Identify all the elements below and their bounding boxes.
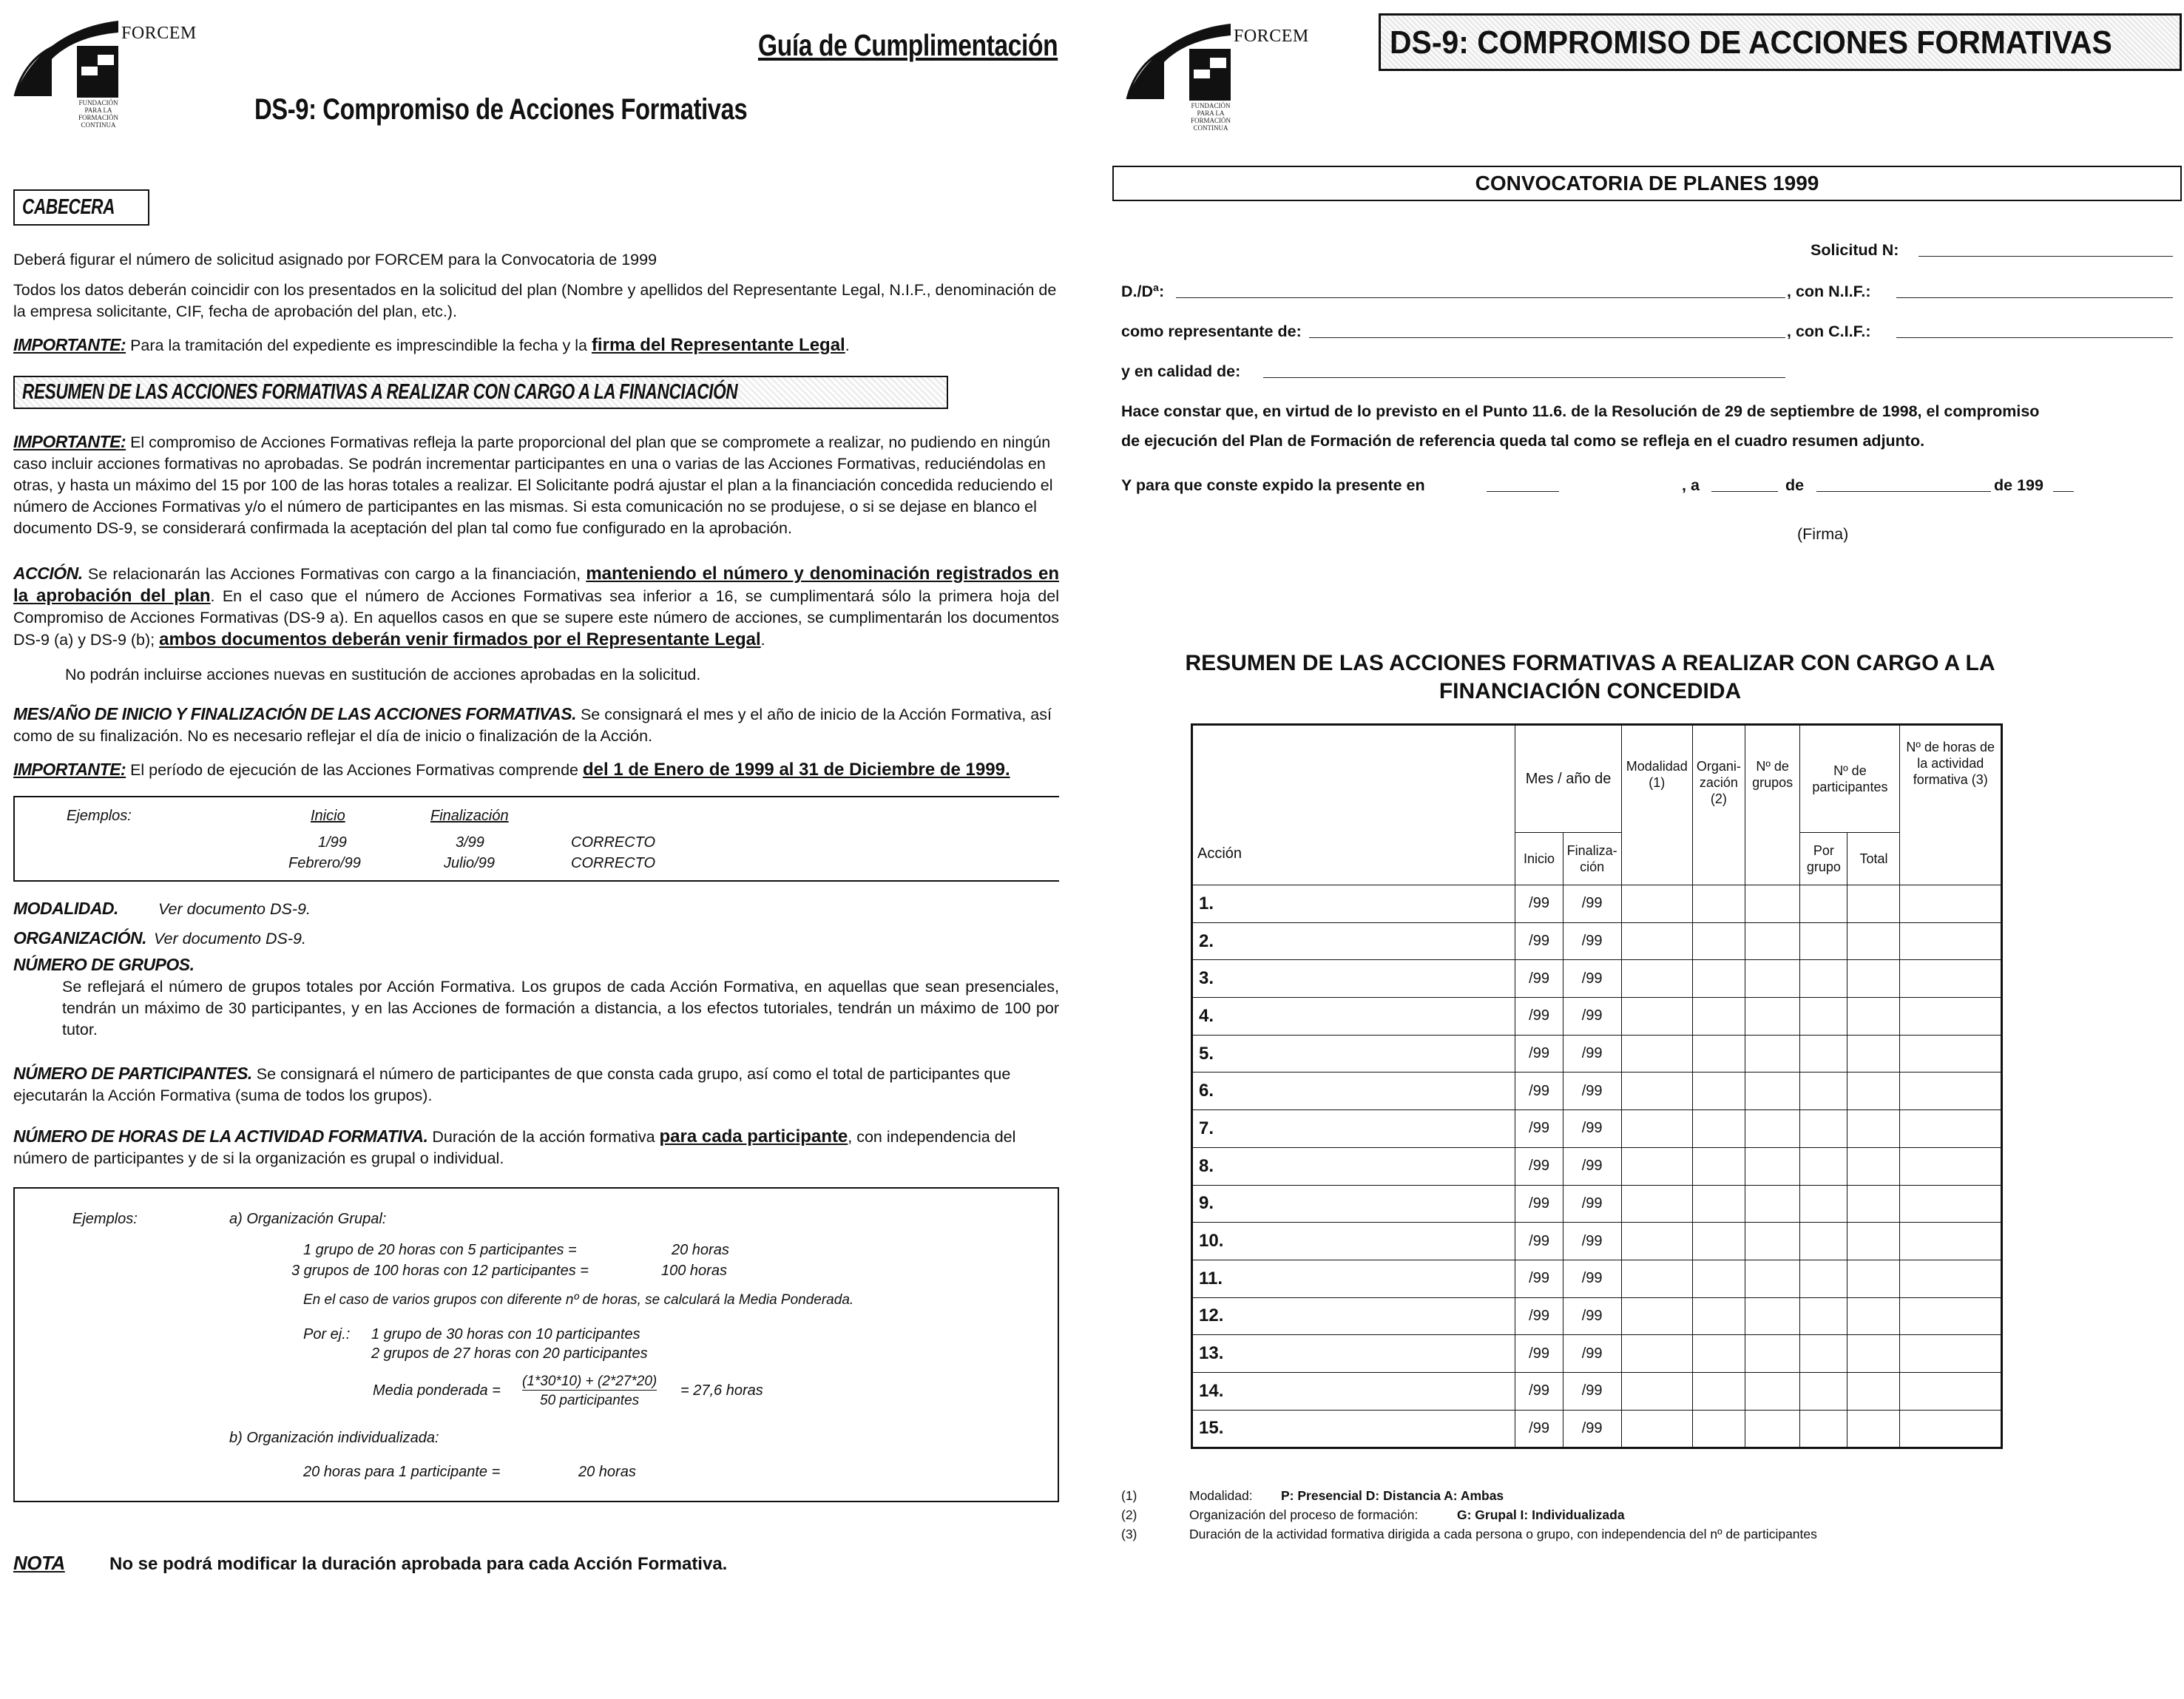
row-number: 7. [1192,1110,1515,1148]
organizacion-cell[interactable] [1692,1297,1745,1335]
por-grupo-cell[interactable] [1800,885,1847,923]
table-row [1192,1147,2002,1185]
empresa-field[interactable] [1309,337,1785,338]
important-end: . [845,337,850,354]
total-cell[interactable] [1847,998,1900,1036]
accion-strong-1: manteniendo el número y denominación registrados en la aprobación del plan [13,564,1059,606]
total-cell[interactable] [1847,1073,1900,1110]
example-b1-value: 20 horas [578,1464,636,1480]
total-cell[interactable] [1847,960,1900,998]
cabecera-important [13,334,1059,357]
finalizacion-cell[interactable]: /99 [1563,885,1621,923]
table-row [1192,998,2002,1036]
example-a2: 3 grupos de 100 horas con 12 participantes = [291,1263,589,1279]
grupos-cell[interactable] [1745,1223,1799,1260]
grupos-cell[interactable] [1745,885,1799,923]
nombre-field[interactable] [1176,297,1785,298]
finalizacion-cell[interactable]: /99 [1563,1372,1621,1410]
table-row [1192,1410,2002,1448]
finalizacion-cell[interactable]: /99 [1563,1410,1621,1448]
footnote-number: (3) [1121,1527,1137,1541]
a-label: , a [1682,476,1700,494]
foundation-text [1170,102,1251,132]
horas-cell[interactable] [1900,1110,2002,1148]
modalidad-cell[interactable] [1621,1035,1692,1073]
por-grupo-cell[interactable] [1800,922,1847,960]
solicitud-label: Solicitud N: [1811,241,1899,259]
finalizacion-cell[interactable]: /99 [1563,1147,1621,1185]
inicio-cell[interactable]: /99 [1515,998,1563,1036]
por-grupo-cell[interactable] [1800,998,1847,1036]
inicio-cell[interactable]: /99 [1515,922,1563,960]
footnote-text: Modalidad: [1189,1488,1253,1503]
header-mes: Mes / año de [1515,725,1621,833]
row-number: 5. [1192,1035,1515,1073]
cif-field[interactable] [1896,337,2173,338]
grupos-cell[interactable] [1745,1073,1799,1110]
organizacion-cell[interactable] [1692,1260,1745,1297]
ejemplos-label: Ejemplos: [72,1211,138,1227]
total-cell[interactable] [1847,1260,1900,1297]
row-number: 15. [1192,1410,1515,1448]
por-grupo-cell[interactable] [1800,1410,1847,1448]
example-fin: Julio/99 [444,855,495,871]
table-row [1192,960,2002,998]
example-fin: 3/99 [456,834,484,851]
organizacion-cell[interactable] [1692,1410,1745,1448]
total-cell[interactable] [1847,1035,1900,1073]
modalidad-text: Ver documento DS-9. [158,900,311,918]
inicio-cell[interactable]: /99 [1515,1335,1563,1373]
header-participantes: Nº de participantes [1800,725,1900,833]
grupos-cell[interactable] [1745,1185,1799,1223]
resumen-heading: RESUMEN DE LAS ACCIONES FORMATIVAS A REALIZAR CON CARGO A LA FINANCIACIÓN [22,380,738,404]
modalidad-cell[interactable] [1621,1297,1692,1335]
media-numerator: (1*30*10) + (2*27*20) [522,1374,657,1389]
accion-label: ACCIÓN. [13,564,83,583]
inicio-header: Inicio [311,808,345,824]
form-title-box [1379,13,2182,71]
table-row [1192,1073,2002,1110]
inicio-cell[interactable]: /99 [1515,1297,1563,1335]
row-number: 14. [1192,1372,1515,1410]
footnote-number: (2) [1121,1507,1137,1522]
header-finalizacion: Finaliza-ción [1563,833,1621,885]
foundation-line: PARA LA [84,107,112,114]
total-cell[interactable] [1847,1185,1900,1223]
participantes-text: Se consignará el número de participantes de que consta cada grupo, así como el total de participantes que ejecutarán la Acción Formativa (suma de todos los grupos). [13,1065,1011,1104]
guide-header [13,13,1059,161]
row-number: 12. [1192,1297,1515,1335]
ejemplos-label: Ejemplos: [67,808,132,824]
example-b1: 20 horas para 1 participante = [303,1464,501,1480]
header-modalidad: Modalidad (1) [1621,725,1692,885]
forcem-logo-icon [1126,16,1233,105]
important-text: Para la tramitación del expediente es imprescindible la fecha y la [130,337,587,354]
resumen-heading-box [13,376,948,409]
horas-cell[interactable] [1900,885,2002,923]
form-title: DS-9: COMPROMISO DE ACCIONES FORMATIVAS [1390,24,2112,61]
row-number: 9. [1192,1185,1515,1223]
finalizacion-cell[interactable]: /99 [1563,1110,1621,1148]
forcem-wordmark: FORCEM [121,24,197,43]
finalizacion-cell[interactable]: /99 [1563,922,1621,960]
grupos-cell[interactable] [1745,1035,1799,1073]
foundation-line: FORMACIÓN [1190,117,1231,124]
por-grupo-cell[interactable] [1800,1223,1847,1260]
total-cell[interactable] [1847,1297,1900,1335]
organizacion-cell[interactable] [1692,1110,1745,1148]
guide-title: Guía de Cumplimentación [757,28,1058,62]
media-result: = 27,6 horas [680,1382,763,1399]
table-header-row [1192,725,2002,833]
footnote-value: P: Presencial D: Distancia A: Ambas [1281,1488,1504,1503]
nif-field[interactable] [1896,297,2173,298]
forcem-logo [13,13,197,150]
modalidad-cell[interactable] [1621,1185,1692,1223]
resumen-title-1: RESUMEN DE LAS ACCIONES FORMATIVAS A REALIZAR CON CARGO A LA [1185,651,1995,675]
finalizacion-cell[interactable]: /99 [1563,1297,1621,1335]
example-p1: 1 grupo de 30 horas con 10 participantes [371,1326,640,1342]
total-cell[interactable] [1847,1372,1900,1410]
modalidad-cell[interactable] [1621,922,1692,960]
organizacion-line [13,928,1059,950]
media-ponderada-note: En el caso de varios grupos con diferente nº de horas, se calculará la Media Ponderada. [303,1292,854,1308]
inicio-cell[interactable]: /99 [1515,1035,1563,1073]
grupos-cell[interactable] [1745,1297,1799,1335]
inicio-cell[interactable]: /99 [1515,1223,1563,1260]
total-cell[interactable] [1847,922,1900,960]
resumen-table [1191,723,2003,1449]
example-a2-value: 100 horas [661,1263,727,1279]
foundation-line: FUNDACIÓN [1191,102,1231,109]
footnote-number: (1) [1121,1488,1137,1503]
foundation-line: FORMACIÓN [78,114,118,121]
horas-cell[interactable] [1900,922,2002,960]
periodo-paragraph [13,759,1059,781]
total-cell[interactable] [1847,1110,1900,1148]
horas-cell[interactable] [1900,1185,2002,1223]
inicio-cell[interactable]: /99 [1515,1260,1563,1297]
row-number: 11. [1192,1260,1515,1297]
resumen-important [13,431,1059,539]
table-row [1192,1185,2002,1223]
grupos-cell[interactable] [1745,1335,1799,1373]
inicio-cell[interactable]: /99 [1515,960,1563,998]
important-label: IMPORTANTE: [13,335,126,354]
inicio-cell[interactable]: /99 [1515,885,1563,923]
cif-label: , con C.I.F.: [1787,322,1871,340]
cabecera-heading-box [13,189,149,226]
organizacion-cell[interactable] [1692,1073,1745,1110]
modalidad-cell[interactable] [1621,885,1692,923]
table-row [1192,885,2002,923]
mes-label: MES/AÑO DE INICIO Y FINALIZACIÓN DE LAS ACCIONES FORMATIVAS. [13,704,576,723]
table-row [1192,1223,2002,1260]
organizacion-cell[interactable] [1692,885,1745,923]
row-number: 2. [1192,922,1515,960]
expido-label: Y para que conste expido la presente en [1121,476,1425,494]
nota-line [13,1553,1059,1575]
footnote-text: Organización del proceso de formación: [1189,1507,1419,1522]
grupos-cell[interactable] [1745,1147,1799,1185]
foundation-text [58,99,139,129]
inicio-cell[interactable]: /99 [1515,1410,1563,1448]
important-label: IMPORTANTE: [13,432,126,451]
guide-page [0,0,1080,1699]
example-estado: CORRECTO [571,834,656,851]
por-grupo-cell[interactable] [1800,1073,1847,1110]
hace-constar-1: Hace constar que, en virtud de lo previsto en el Punto 11.6. de la Resolución de 29 de septiembre de 1998, el compromiso [1121,402,2040,420]
horas-cell[interactable] [1900,1073,2002,1110]
grupos-cell[interactable] [1745,1372,1799,1410]
organizacion-cell[interactable] [1692,1335,1745,1373]
modalidad-cell[interactable] [1621,960,1692,998]
finalizacion-cell[interactable]: /99 [1563,960,1621,998]
horas-cell[interactable] [1900,998,2002,1036]
por-grupo-cell[interactable] [1800,1110,1847,1148]
grupos-label: NÚMERO DE GRUPOS. [13,955,195,974]
important-label: IMPORTANTE: [13,760,126,779]
row-number: 8. [1192,1147,1515,1185]
horas-cell[interactable] [1900,1297,2002,1335]
mes-paragraph [13,703,1059,747]
table-body [1192,885,2002,1448]
horas-cell[interactable] [1900,1260,2002,1297]
finalizacion-cell[interactable]: /99 [1563,1185,1621,1223]
horas-cell[interactable] [1900,1147,2002,1185]
por-grupo-cell[interactable] [1800,1147,1847,1185]
example-inicio: 1/99 [318,834,347,851]
grupos-cell[interactable] [1745,1410,1799,1448]
modalidad-line [13,898,1059,920]
horas-paragraph [13,1126,1059,1169]
grupos-cell[interactable] [1745,960,1799,998]
mes-text: Se consignará el mes y el año de inicio de la Acción Formativa, así como de su finalización. No es necesario reflejar el día de inicio o finalización de la Acción. [13,706,1052,745]
cabecera-p1: Deberá figurar el número de solicitud asignado por FORCEM para la Convocatoria de 1999 [13,251,657,268]
finalizacion-header: Finalización [430,808,509,824]
header-horas: Nº de horas de la actividad formativa (3) [1900,725,2002,885]
calidad-field[interactable] [1263,377,1785,378]
total-cell[interactable] [1847,1410,1900,1448]
row-number: 3. [1192,960,1515,998]
finalizacion-cell[interactable]: /99 [1563,1335,1621,1373]
horas-cell[interactable] [1900,1372,2002,1410]
total-cell[interactable] [1847,1223,1900,1260]
hace-constar-2: de ejecución del Plan de Formación de referencia queda tal como se refleja en el cuadro resumen adjunto. [1121,432,1925,450]
example-p2: 2 grupos de 27 horas con 20 participantes [371,1345,648,1362]
ejemplos-fechas-box [13,796,1059,882]
dia-field[interactable] [1711,491,1778,492]
organizacion-cell[interactable] [1692,1372,1745,1410]
organizacion-label: ORGANIZACIÓN. [13,928,147,948]
por-grupo-cell[interactable] [1800,1335,1847,1373]
horas-text-2: , con independencia del número de participantes y de si la organización es grupal o individual. [13,1128,1016,1167]
table-row [1192,1372,2002,1410]
organizacion-cell[interactable] [1692,960,1745,998]
row-number: 13. [1192,1335,1515,1373]
horas-text-1: Duración de la acción formativa [432,1128,655,1146]
example-a1: 1 grupo de 20 horas con 5 participantes = [303,1242,577,1258]
accion-text-1: Se relacionarán las Acciones Formativas con cargo a la financiación, [87,565,581,583]
nota-text: No se podrá modificar la duración aprobada para cada Acción Formativa. [109,1554,728,1574]
por-grupo-cell[interactable] [1800,1260,1847,1297]
organizacion-cell[interactable] [1692,1147,1745,1185]
accion-p2: No podrán incluirse acciones nuevas en sustitución de acciones aprobadas en la solicitud. [65,666,701,683]
organizacion-cell[interactable] [1692,1185,1745,1223]
table-row [1192,922,2002,960]
row-number: 10. [1192,1223,1515,1260]
por-grupo-cell[interactable] [1800,1372,1847,1410]
modalidad-label: MODALIDAD. [13,899,118,918]
foundation-line: CONTINUA [1193,124,1228,132]
horas-strong: para cada participante [659,1127,848,1146]
anio-field[interactable] [2053,491,2074,492]
footnote-text: Duración de la actividad formativa dirigida a cada persona o grupo, con independencia del nº de participantes [1189,1527,1817,1541]
por-grupo-cell[interactable] [1800,1297,1847,1335]
table-row [1192,1260,2002,1297]
total-cell[interactable] [1847,1335,1900,1373]
ejemplos-horas-box [13,1187,1059,1502]
organizacion-cell[interactable] [1692,1223,1745,1260]
inicio-cell[interactable]: /99 [1515,1073,1563,1110]
header-grupos: Nº de grupos [1745,725,1799,885]
inicio-cell[interactable]: /99 [1515,1372,1563,1410]
modalidad-cell[interactable] [1621,1073,1692,1110]
header-inicio: Inicio [1515,833,1563,885]
horas-cell[interactable] [1900,1223,2002,1260]
por-grupo-cell[interactable] [1800,960,1847,998]
row-number: 6. [1192,1073,1515,1110]
representante-label: como representante de: [1121,322,1302,340]
modalidad-cell[interactable] [1621,1223,1692,1260]
total-cell[interactable] [1847,1147,1900,1185]
grupos-cell[interactable] [1745,1110,1799,1148]
table-row [1192,1335,2002,1373]
lugar-field[interactable] [1487,491,1559,492]
horas-cell[interactable] [1900,960,2002,998]
cabecera-p2: Todos los datos deberán coincidir con los presentados en la solicitud del plan (Nombre y apellidos del Representante Legal, N.I.F., denominación de la empresa solicitante, CIF, fecha de aprobación del plan, etc.). [13,281,1057,320]
horas-label: NÚMERO DE HORAS DE LA ACTIVIDAD FORMATIVA. [13,1127,428,1146]
finalizacion-cell[interactable]: /99 [1563,1073,1621,1110]
convocatoria-header: CONVOCATORIA DE PLANES 1999 [1112,166,2182,201]
example-a1-value: 20 horas [672,1242,729,1258]
total-cell[interactable] [1847,885,1900,923]
calidad-label: y en calidad de: [1121,362,1241,380]
nota-label: NOTA [13,1552,65,1574]
foundation-line: PARA LA [1197,109,1225,117]
periodo-text: El período de ejecución de las Acciones Formativas comprende [130,761,578,779]
participantes-label: NÚMERO DE PARTICIPANTES. [13,1064,252,1083]
important-strong: firma del Representante Legal [591,335,845,355]
organizacion-cell[interactable] [1692,998,1745,1036]
table-row [1192,1110,2002,1148]
resumen-important-text: El compromiso de Acciones Formativas refleja la parte proporcional del plan que se compromete a realizar, no pudiendo en ningún caso incluir acciones formativas no aprobadas. Se podrán incrementar participantes en una o varias de las Acciones Formativas, reduciéndolas en otras, y hasta un máximo del 15 por 100 de las horas totales a realizar. El Solicitante podrá ajustar el plan a la financiación concedida reduciendo el número de Acciones Formativas y/o el número de participantes en las mismas. Si esta comunicación no se produjese, o si se dejase en blanco el documento DS-9, se considerará confirmada la aceptación del plan tal como fue configurado en la aprobación. [13,433,1053,537]
grupos-label-line [13,954,1059,976]
horas-cell[interactable] [1900,1335,2002,1373]
modalidad-cell[interactable] [1621,1335,1692,1373]
modalidad-cell[interactable] [1621,1147,1692,1185]
footnote-value: G: Grupal I: Individualizada [1457,1507,1625,1522]
finalizacion-cell[interactable]: /99 [1563,1260,1621,1297]
resumen-title-2: FINANCIACIÓN CONCEDIDA [1438,679,1742,703]
forcem-logo-icon [13,13,121,102]
por-grupo-cell[interactable] [1800,1035,1847,1073]
horas-cell[interactable] [1900,1410,2002,1448]
foundation-line: CONTINUA [81,121,116,129]
form-page [1109,0,2184,1699]
accion-strong-2: ambos documentos deberán venir firmados por el Representante Legal [159,629,761,649]
accion-paragraph [13,563,1059,651]
org-individual-label: b) Organización individualizada: [229,1430,439,1446]
inicio-cell[interactable]: /99 [1515,1147,1563,1185]
grupos-text: Se reflejará el número de grupos totales por Acción Formativa. Los grupos de cada Acción Formativa, en aquellas que sean presenciales, tendrán un máximo de 30 participantes, y en las Acciones de formación a distancia, a los efectos tutoriales, tendrán un máximo de 100 por tutor. [62,978,1059,1038]
de-label: de [1785,476,1805,494]
example-estado: CORRECTO [571,855,656,871]
modalidad-cell[interactable] [1621,1372,1692,1410]
grupos-cell[interactable] [1745,922,1799,960]
header-organizacion: Organi-zación (2) [1692,725,1745,885]
firma-label: (Firma) [1797,525,1849,543]
finalizacion-cell[interactable]: /99 [1563,998,1621,1036]
modalidad-cell[interactable] [1621,1260,1692,1297]
por-ejemplo-label: Por ej.: [303,1326,351,1342]
header-por-grupo: Por grupo [1800,833,1847,885]
de199-label: de 199 [1994,476,2043,494]
document-title: DS-9: Compromiso de Acciones Formativas [254,93,748,126]
row-number: 1. [1192,885,1515,923]
grupos-cell[interactable] [1745,998,1799,1036]
organizacion-cell[interactable] [1692,922,1745,960]
org-grupal-label: a) Organización Grupal: [229,1211,387,1227]
forcem-logo [1126,16,1309,153]
accion-text-2: . En el caso que el número de Acciones Formativas sea inferior a 16, se cumplimentará sólo la primera hoja del Compromiso de Acciones Formativas (DS-9 a). En aquellos casos en que se supere este número de acciones, se cumplimentarán los documentos DS-9 (a) y DS-9 (b); [13,587,1059,649]
participantes-paragraph [13,1063,1059,1107]
media-label: Media ponderada = [373,1382,501,1399]
modalidad-cell[interactable] [1621,998,1692,1036]
nif-label: , con N.I.F.: [1787,283,1871,300]
cabecera-heading: CABECERA [22,195,115,219]
por-grupo-cell[interactable] [1800,1185,1847,1223]
foundation-line: FUNDACIÓN [78,99,118,107]
finalizacion-cell[interactable]: /99 [1563,1223,1621,1260]
mes-field[interactable] [1816,491,1991,492]
organizacion-text: Ver documento DS-9. [154,930,306,948]
horas-cell[interactable] [1900,1035,2002,1073]
table-row [1192,1297,2002,1335]
example-inicio: Febrero/99 [288,855,361,871]
inicio-cell[interactable]: /99 [1515,1110,1563,1148]
inicio-cell[interactable]: /99 [1515,1185,1563,1223]
organizacion-cell[interactable] [1692,1035,1745,1073]
dd-label: D./Dª: [1121,283,1165,300]
finalizacion-cell[interactable]: /99 [1563,1035,1621,1073]
solicitud-field[interactable] [1918,256,2173,257]
header-total: Total [1847,833,1900,885]
table-row [1192,1035,2002,1073]
forcem-wordmark: FORCEM [1234,27,1309,46]
grupos-cell[interactable] [1745,1260,1799,1297]
accion-text-3: . [760,631,765,649]
modalidad-cell[interactable] [1621,1110,1692,1148]
media-denominator: 50 participantes [540,1393,640,1408]
row-number: 4. [1192,998,1515,1036]
modalidad-cell[interactable] [1621,1410,1692,1448]
header-accion: Acción [1192,725,1515,885]
periodo-strong: del 1 de Enero de 1999 al 31 de Diciembre de 1999. [582,760,1010,780]
